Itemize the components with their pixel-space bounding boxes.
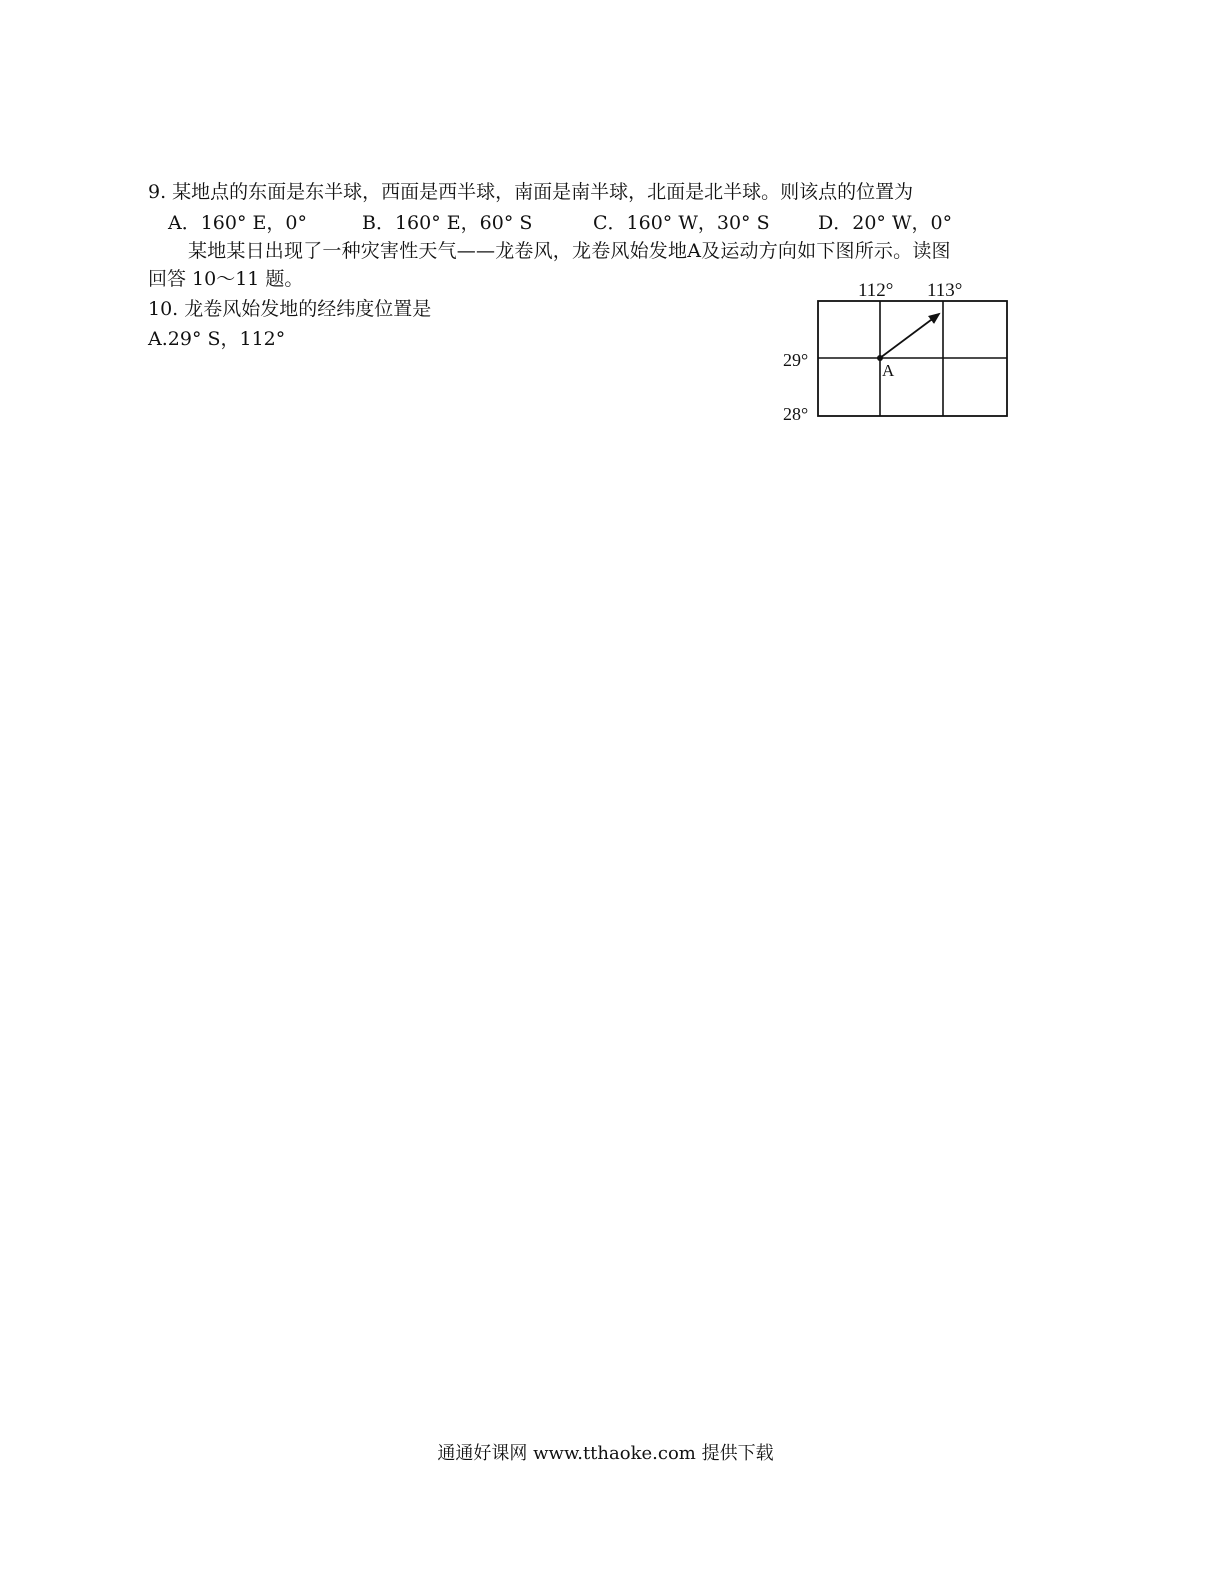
grid-map-svg (776, 276, 1016, 426)
longitude-label-112: 112° (858, 280, 894, 301)
page-footer: 通通好课网 www.tthaoke.com 提供下载 (437, 1443, 774, 1464)
tornado-direction-arrow (880, 314, 939, 358)
question-9-option-d: D．20° W，0° (818, 212, 953, 234)
question-9-option-b: B．160° E，60° S (362, 212, 533, 234)
latitude-label-28: 28° (783, 404, 809, 424)
origin-point-label: A (882, 361, 895, 380)
tornado-intro-line-2: 回答 10～11 题。 (148, 268, 304, 290)
question-9-option-c: C．160° W，30° S (593, 212, 770, 234)
question-9-title: 9. 某地点的东面是东半球，西面是西半球，南面是南半球，北面是北半球。则该点的位置为 (148, 181, 914, 203)
question-10-option-a: A.29° S，112° (148, 328, 286, 350)
question-9-option-a: A．160° E，0° (168, 212, 307, 234)
tornado-intro-line-1: 某地某日出现了一种灾害性天气——龙卷风，龙卷风始发地A及运动方向如下图所示。读图 (188, 240, 951, 262)
tornado-grid-map (776, 276, 1016, 426)
longitude-label-113: 113° (927, 280, 963, 301)
question-10-title: 10. 龙卷风始发地的经纬度位置是 (148, 298, 432, 320)
latitude-label-29: 29° (783, 350, 809, 370)
